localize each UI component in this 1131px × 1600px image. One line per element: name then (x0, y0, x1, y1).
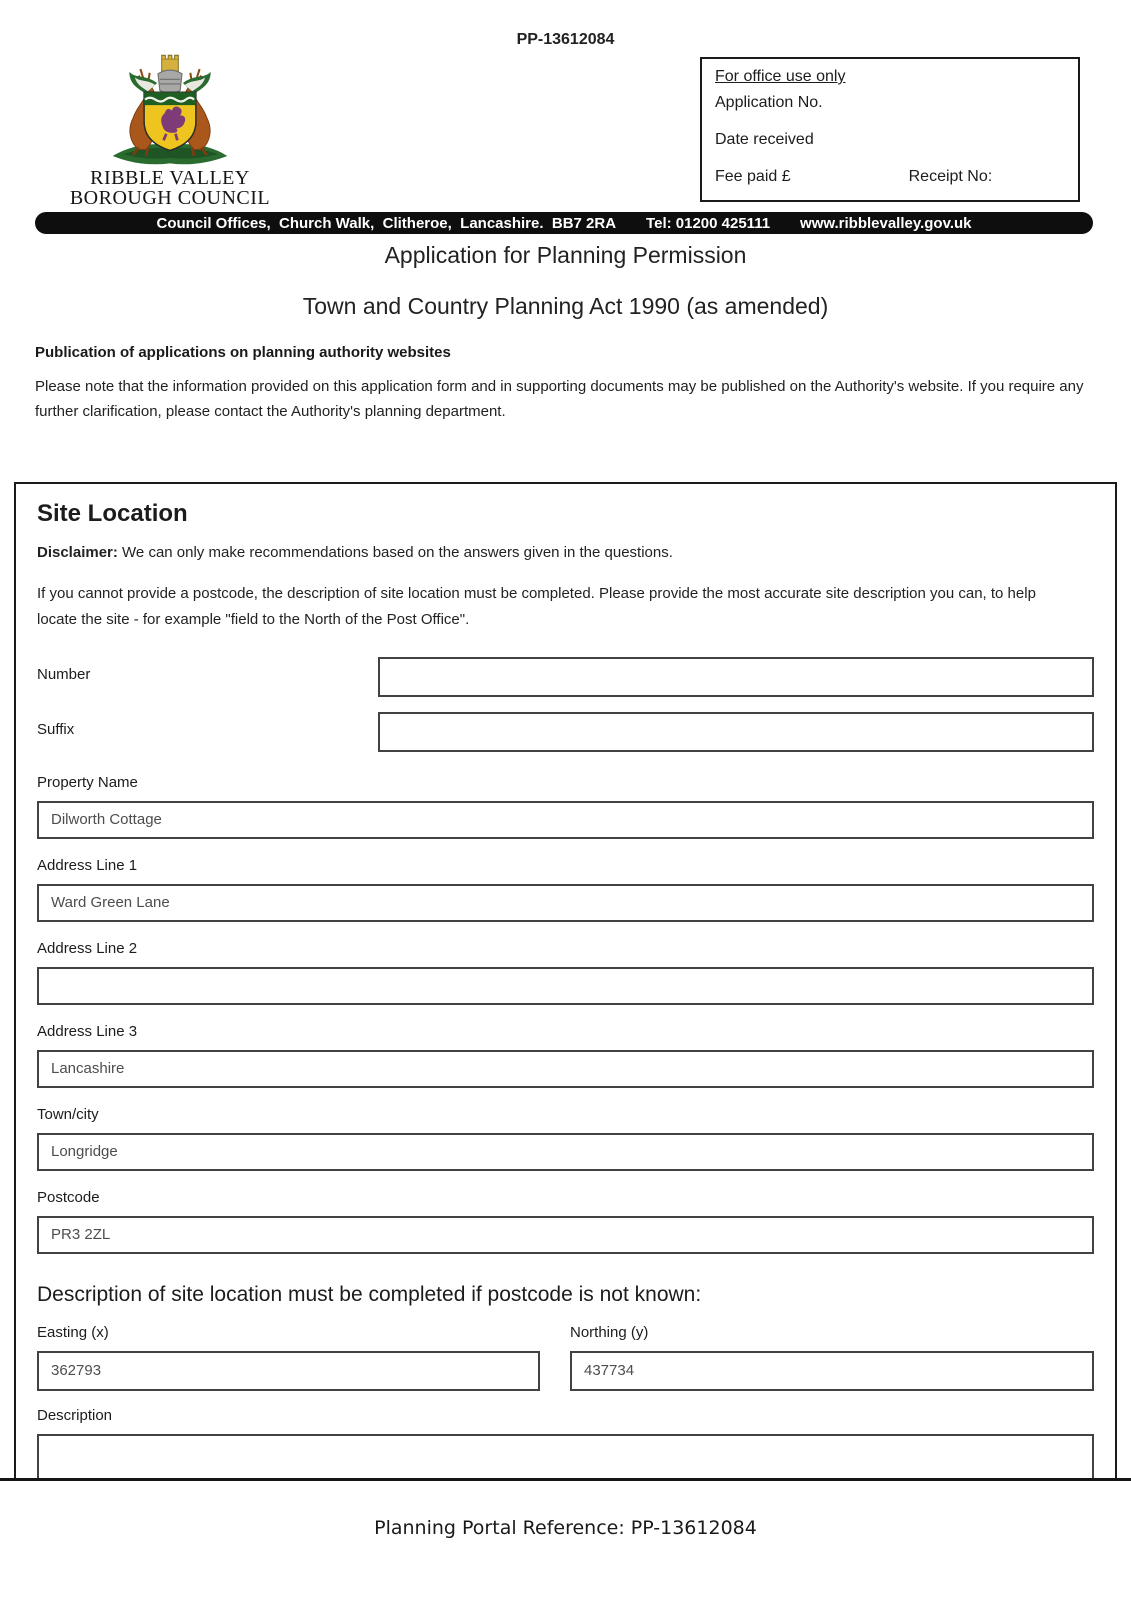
disclaimer-text: Disclaimer: We can only make recommendations based on the answers given in the questions. (37, 544, 673, 562)
suffix-input[interactable] (378, 712, 1094, 752)
form-row-postcode (37, 1189, 1094, 1254)
description-input[interactable] (37, 1434, 1094, 1478)
property-name-input[interactable] (37, 801, 1094, 839)
form-subtitle: Town and Country Planning Act 1990 (as amended) (302, 293, 829, 319)
description-label: Description (37, 1406, 113, 1424)
postcode-label: Postcode (37, 1188, 100, 1206)
form-row-town-city (37, 1106, 1094, 1171)
form-row-number (37, 657, 1094, 697)
receipt-no-label: Receipt No: (908, 168, 993, 185)
office-use-only-box (700, 57, 1080, 202)
number-label: Number (37, 665, 91, 683)
publication-notice-heading: Publication of applications on planning authority websites (35, 344, 451, 361)
address-line3-input[interactable] (37, 1050, 1094, 1088)
council-website: www.ribblevalley.gov.uk (800, 214, 972, 232)
site-location-section (14, 482, 1117, 1477)
property-name-label: Property Name (37, 773, 138, 791)
council-logo (62, 46, 278, 208)
address-line2-input[interactable] (37, 967, 1094, 1005)
fee-paid-label: Fee paid £ (715, 168, 791, 185)
suffix-label: Suffix (37, 720, 75, 738)
northing-group (570, 1324, 1094, 1391)
easting-group (37, 1324, 540, 1391)
northing-label: Northing (y) (570, 1323, 649, 1341)
planning-portal-reference-number: PP-13612084 (516, 31, 615, 48)
council-address: Council Offices, Church Walk, Clitheroe, Lancashire. BB7 2RA (156, 214, 617, 232)
address-line1-label: Address Line 1 (37, 856, 138, 874)
office-use-title: For office use only (715, 68, 846, 85)
form-header (0, 0, 1131, 212)
form-row-coordinates (37, 1324, 1094, 1391)
site-location-intro: If you cannot provide a postcode, the description of site location must be completed. Please provide the most accurate site description you can, to help locate the site - for example "field to the North of the Post Office". (37, 585, 1036, 628)
council-coat-of-arms (86, 46, 254, 168)
council-name-line2: BOROUGH COUNCIL (69, 187, 271, 209)
site-location-heading: Site Location (37, 500, 188, 528)
page-break-line (0, 1478, 1131, 1481)
planning-portal-footer: Planning Portal Reference: PP-13612084 (374, 1516, 757, 1539)
postcode-input[interactable] (37, 1216, 1094, 1254)
form-row-address-line2 (37, 940, 1094, 1005)
town-city-input[interactable] (37, 1133, 1094, 1171)
number-input[interactable] (378, 657, 1094, 697)
form-row-description (37, 1407, 1094, 1478)
town-city-label: Town/city (37, 1105, 99, 1123)
council-address-bar (35, 212, 1093, 234)
council-name-line1: RIBBLE VALLEY (90, 167, 250, 189)
easting-input[interactable] (37, 1351, 540, 1391)
description-requirement-heading: Description of site location must be completed if postcode is not known: (37, 1282, 702, 1306)
address-line3-label: Address Line 3 (37, 1022, 138, 1040)
application-no-label: Application No. (715, 94, 823, 111)
northing-input[interactable] (570, 1351, 1094, 1391)
publication-notice-body: Please note that the information provided on this application form and in supporting documents may be published on the Authority's website. If you require any further clarification, please contact the Authority's planning department. (35, 378, 1084, 421)
form-row-address-line1 (37, 857, 1094, 922)
form-row-property-name (37, 774, 1094, 839)
form-row-suffix (37, 712, 1094, 752)
address-line2-label: Address Line 2 (37, 939, 138, 957)
council-telephone: Tel: 01200 425111 (646, 214, 771, 232)
address-line1-input[interactable] (37, 884, 1094, 922)
easting-label: Easting (x) (37, 1323, 109, 1341)
date-received-label: Date received (715, 131, 814, 148)
form-row-address-line3 (37, 1023, 1094, 1088)
disclaimer-label: Disclaimer: (37, 544, 118, 562)
form-title: Application for Planning Permission (384, 242, 747, 268)
